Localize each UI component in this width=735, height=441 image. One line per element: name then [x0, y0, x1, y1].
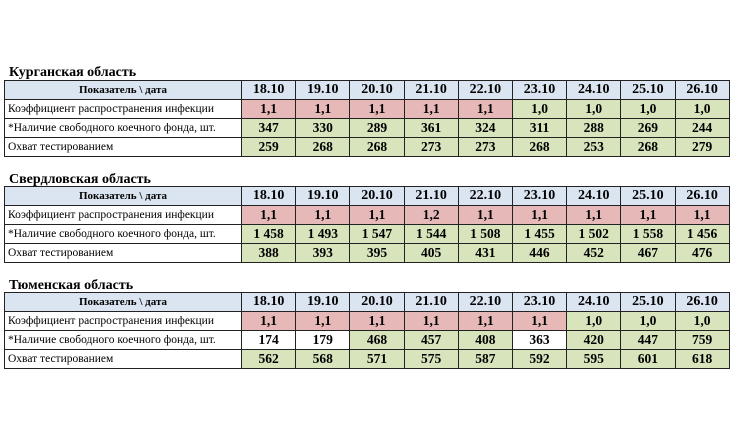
date-header-cell: 20.10 — [350, 293, 404, 312]
table-row-coef — [5, 206, 730, 225]
date-header-cell: 24.10 — [567, 81, 621, 100]
value-cell: 1,1 — [458, 100, 512, 119]
date-header-cell: 23.10 — [512, 81, 566, 100]
date-header-cell: 24.10 — [567, 187, 621, 206]
row-label-cell: Коэффициент распространения инфекции — [5, 206, 242, 225]
region-table — [4, 292, 730, 369]
value-cell: 1,1 — [621, 206, 675, 225]
date-header-cell: 23.10 — [512, 293, 566, 312]
date-header-cell: 18.10 — [242, 81, 296, 100]
region-table — [4, 80, 730, 157]
value-cell: 1,1 — [296, 100, 350, 119]
header-label-cell: Показатель \ дата — [5, 81, 242, 100]
table-row-tests — [5, 244, 730, 263]
value-cell: 468 — [350, 331, 404, 350]
value-cell: 1,1 — [512, 206, 566, 225]
table-row-coef — [5, 312, 730, 331]
header-label-cell: Показатель \ дата — [5, 293, 242, 312]
value-cell: 1,1 — [404, 100, 458, 119]
row-label-cell: *Наличие свободного коечного фонда, шт. — [5, 225, 242, 244]
value-cell: 288 — [567, 119, 621, 138]
date-header-cell: 26.10 — [675, 187, 729, 206]
date-header-cell: 20.10 — [350, 81, 404, 100]
header-row — [5, 187, 730, 206]
value-cell: 446 — [512, 244, 566, 263]
date-header-cell: 20.10 — [350, 187, 404, 206]
value-cell: 1,1 — [296, 206, 350, 225]
value-cell: 1,1 — [458, 206, 512, 225]
date-header-cell: 23.10 — [512, 187, 566, 206]
value-cell: 1,0 — [675, 312, 729, 331]
value-cell: 1,1 — [567, 206, 621, 225]
value-cell: 273 — [404, 138, 458, 157]
header-row — [5, 293, 730, 312]
region-title: Свердловская область — [9, 172, 151, 187]
value-cell: 1,1 — [675, 206, 729, 225]
date-header-cell: 18.10 — [242, 293, 296, 312]
value-cell: 268 — [512, 138, 566, 157]
value-cell: 405 — [404, 244, 458, 263]
row-label-cell: Охват тестированием — [5, 138, 242, 157]
value-cell: 1,1 — [242, 100, 296, 119]
value-cell: 1,1 — [350, 100, 404, 119]
value-cell: 1 493 — [296, 225, 350, 244]
row-label-cell: *Наличие свободного коечного фонда, шт. — [5, 119, 242, 138]
date-header-cell: 21.10 — [404, 81, 458, 100]
value-cell: 269 — [621, 119, 675, 138]
value-cell: 1 547 — [350, 225, 404, 244]
value-cell: 618 — [675, 350, 729, 369]
value-cell: 279 — [675, 138, 729, 157]
value-cell: 393 — [296, 244, 350, 263]
value-cell: 1 455 — [512, 225, 566, 244]
value-cell: 1,0 — [621, 100, 675, 119]
value-cell: 452 — [567, 244, 621, 263]
value-cell: 595 — [567, 350, 621, 369]
table-row-tests — [5, 138, 730, 157]
value-cell: 420 — [567, 331, 621, 350]
date-header-cell: 22.10 — [458, 187, 512, 206]
table-row-beds — [5, 119, 730, 138]
value-cell: 447 — [621, 331, 675, 350]
value-cell: 1,1 — [350, 206, 404, 225]
value-cell: 571 — [350, 350, 404, 369]
region-table — [4, 186, 730, 263]
value-cell: 1,0 — [567, 312, 621, 331]
value-cell: 1 558 — [621, 225, 675, 244]
region-title: Тюменская область — [9, 278, 134, 293]
value-cell: 1,0 — [621, 312, 675, 331]
value-cell: 759 — [675, 331, 729, 350]
date-header-cell: 21.10 — [404, 187, 458, 206]
header-row — [5, 81, 730, 100]
date-header-cell: 22.10 — [458, 81, 512, 100]
value-cell: 1,1 — [242, 312, 296, 331]
value-cell: 1,1 — [242, 206, 296, 225]
row-label-cell: *Наличие свободного коечного фонда, шт. — [5, 331, 242, 350]
date-header-cell: 26.10 — [675, 81, 729, 100]
value-cell: 330 — [296, 119, 350, 138]
table-row-beds — [5, 331, 730, 350]
value-cell: 361 — [404, 119, 458, 138]
date-header-cell: 19.10 — [296, 293, 350, 312]
date-header-cell: 25.10 — [621, 187, 675, 206]
value-cell: 568 — [296, 350, 350, 369]
value-cell: 1,2 — [404, 206, 458, 225]
date-header-cell: 22.10 — [458, 293, 512, 312]
row-label-cell: Охват тестированием — [5, 244, 242, 263]
value-cell: 1,1 — [458, 312, 512, 331]
value-cell: 592 — [512, 350, 566, 369]
value-cell: 1 544 — [404, 225, 458, 244]
value-cell: 1,0 — [567, 100, 621, 119]
date-header-cell: 18.10 — [242, 187, 296, 206]
date-header-cell: 26.10 — [675, 293, 729, 312]
date-header-cell: 19.10 — [296, 81, 350, 100]
value-cell: 1 508 — [458, 225, 512, 244]
region-title: Курганская область — [9, 65, 137, 80]
value-cell: 431 — [458, 244, 512, 263]
table-row-tests — [5, 350, 730, 369]
value-cell: 562 — [242, 350, 296, 369]
date-header-cell: 25.10 — [621, 293, 675, 312]
date-header-cell: 19.10 — [296, 187, 350, 206]
date-header-cell: 25.10 — [621, 81, 675, 100]
header-label-cell: Показатель \ дата — [5, 187, 242, 206]
value-cell: 388 — [242, 244, 296, 263]
value-cell: 363 — [512, 331, 566, 350]
value-cell: 289 — [350, 119, 404, 138]
value-cell: 1,1 — [350, 312, 404, 331]
value-cell: 575 — [404, 350, 458, 369]
value-cell: 587 — [458, 350, 512, 369]
value-cell: 268 — [296, 138, 350, 157]
row-label-cell: Коэффициент распространения инфекции — [5, 312, 242, 331]
date-header-cell: 21.10 — [404, 293, 458, 312]
value-cell: 457 — [404, 331, 458, 350]
table-row-beds — [5, 225, 730, 244]
value-cell: 1,1 — [512, 312, 566, 331]
value-cell: 268 — [350, 138, 404, 157]
value-cell: 1 458 — [242, 225, 296, 244]
value-cell: 1,0 — [512, 100, 566, 119]
value-cell: 273 — [458, 138, 512, 157]
value-cell: 1,0 — [675, 100, 729, 119]
value-cell: 408 — [458, 331, 512, 350]
value-cell: 179 — [296, 331, 350, 350]
value-cell: 1 502 — [567, 225, 621, 244]
table-row-coef — [5, 100, 730, 119]
value-cell: 601 — [621, 350, 675, 369]
value-cell: 324 — [458, 119, 512, 138]
row-label-cell: Охват тестированием — [5, 350, 242, 369]
value-cell: 253 — [567, 138, 621, 157]
value-cell: 244 — [675, 119, 729, 138]
value-cell: 1,1 — [404, 312, 458, 331]
date-header-cell: 24.10 — [567, 293, 621, 312]
value-cell: 347 — [242, 119, 296, 138]
value-cell: 1 456 — [675, 225, 729, 244]
value-cell: 311 — [512, 119, 566, 138]
value-cell: 268 — [621, 138, 675, 157]
value-cell: 476 — [675, 244, 729, 263]
value-cell: 467 — [621, 244, 675, 263]
row-label-cell: Коэффициент распространения инфекции — [5, 100, 242, 119]
value-cell: 395 — [350, 244, 404, 263]
value-cell: 174 — [242, 331, 296, 350]
value-cell: 259 — [242, 138, 296, 157]
value-cell: 1,1 — [296, 312, 350, 331]
